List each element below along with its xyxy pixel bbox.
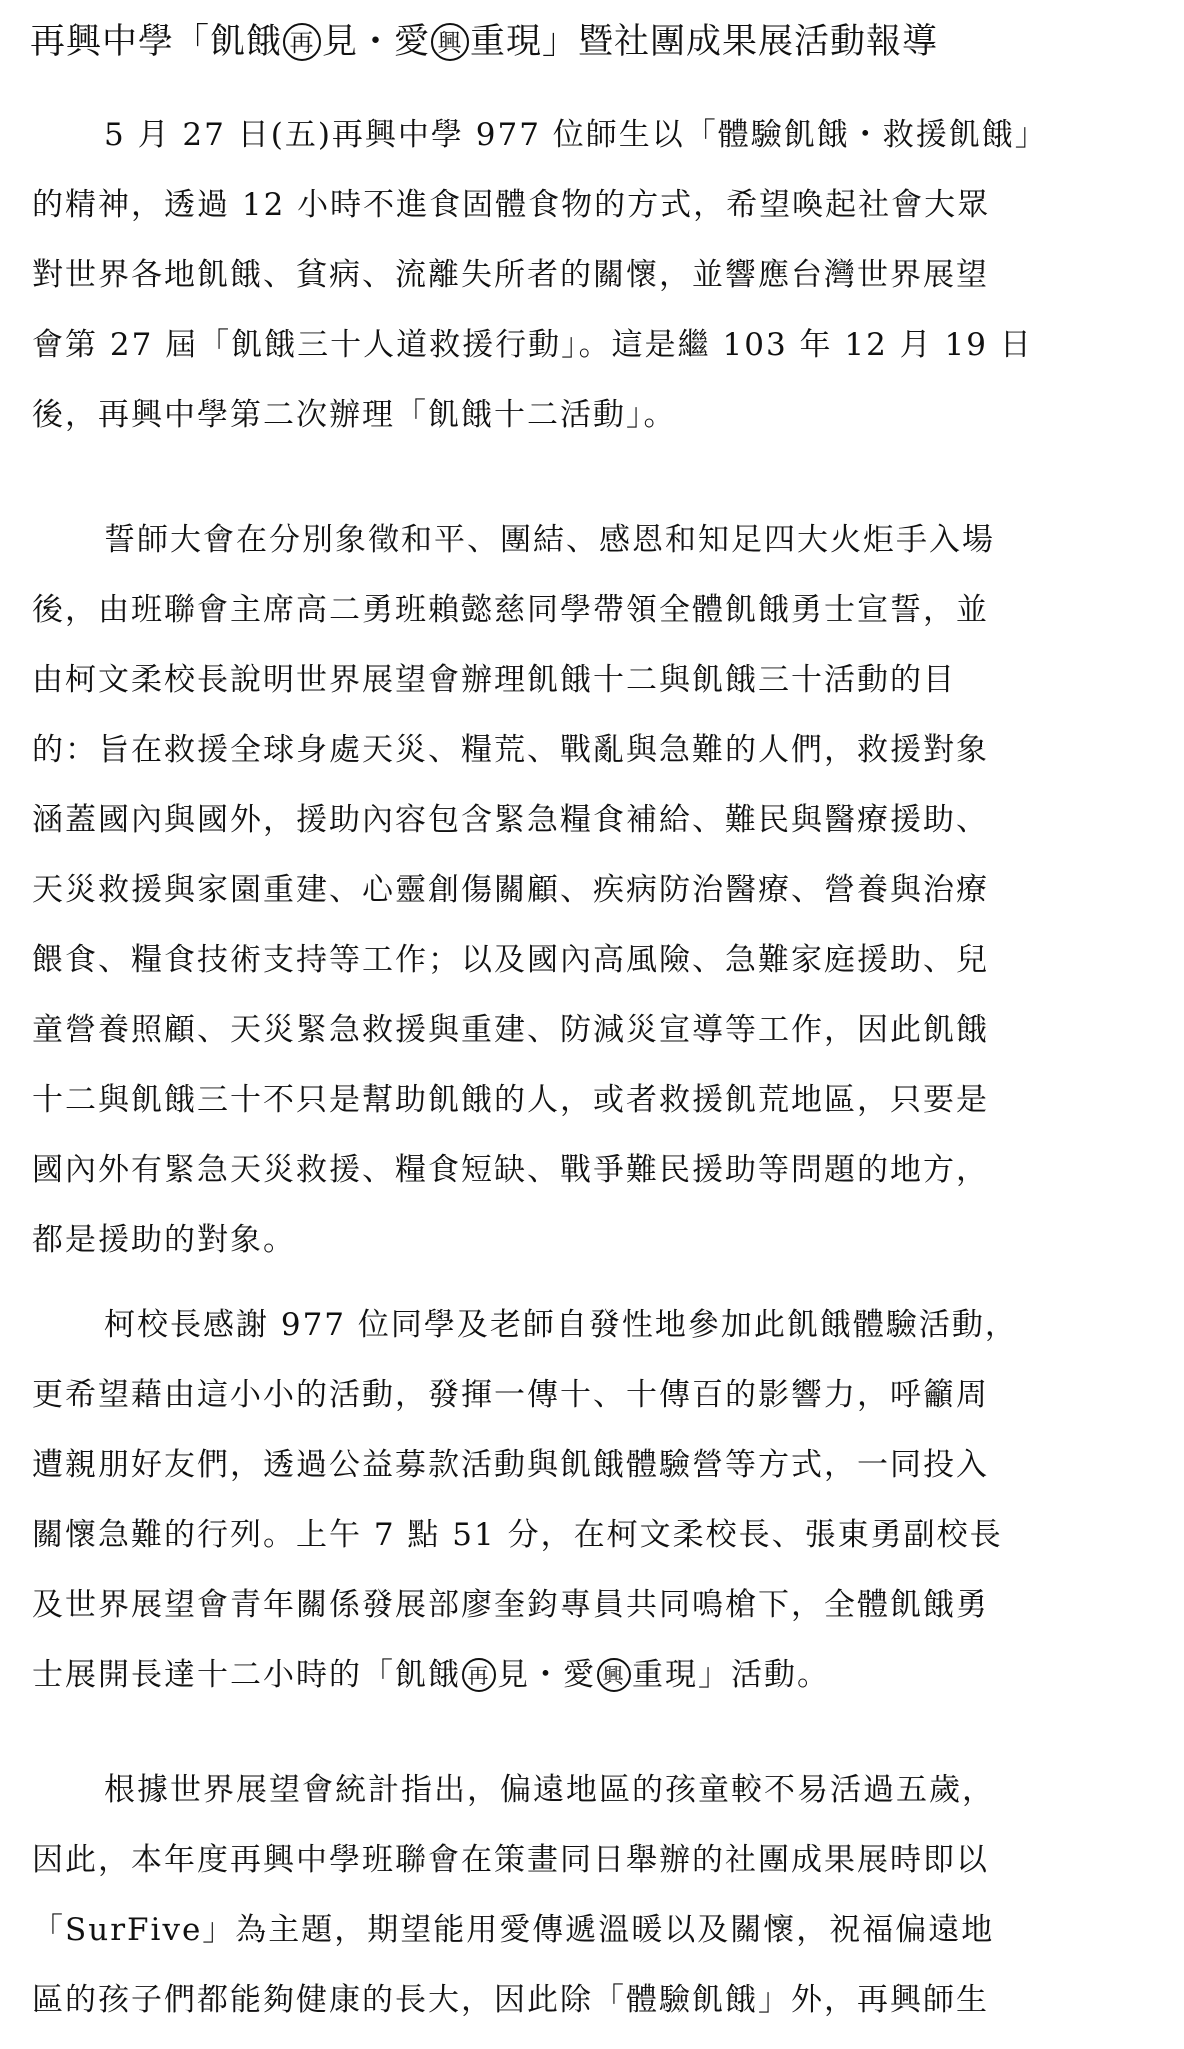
paragraph-line: 後，再興中學第二次辦理「飢餓十二活動」。 <box>32 397 677 433</box>
paragraph-line: 5 月 27 日(五)再興中學 977 位師生以「體驗飢餓・救援飢餓」 <box>104 117 1048 153</box>
paragraph-line: 天災救援與家園重建、心靈創傷關顧、疾病防治醫療、營養與治療 <box>32 872 989 908</box>
document-title <box>30 18 1160 66</box>
paragraph-line-with-circled-chars <box>32 1640 1156 1710</box>
paragraph-line: 童營養照顧、天災緊急救援與重建、防減災宣導等工作，因此飢餓 <box>32 1012 989 1048</box>
paragraph-line: 「SurFive」為主題，期望能用愛傳遞溫暖以及關懷，祝福偏遠地 <box>32 1912 995 1948</box>
title-part-2: 見・愛 <box>322 22 431 62</box>
paragraph-line: 因此，本年度再興中學班聯會在策畫同日舉辦的社團成果展時即以 <box>32 1842 989 1878</box>
paragraph-line: 涵蓋國內與國外，援助內容包含緊急糧食補給、難民與醫療援助、 <box>32 802 989 838</box>
paragraph-line: 餵食、糧食技術支持等工作；以及國內高風險、急難家庭援助、兒 <box>32 942 989 978</box>
title-circled-char-2: 興 <box>431 23 469 61</box>
paragraph-line: 及世界展望會青年關係發展部廖奎鈞專員共同鳴槍下，全體飢餓勇 <box>32 1587 989 1623</box>
paragraph-line: 後，由班聯會主席高二勇班賴懿慈同學帶領全體飢餓勇士宣誓，並 <box>32 592 989 628</box>
title-circled-char-1: 再 <box>283 23 321 61</box>
paragraph-line: 的精神，透過 12 小時不進食固體食物的方式，希望喚起社會大眾 <box>32 187 991 223</box>
paragraph-line: 由柯文柔校長說明世界展望會辦理飢餓十二與飢餓三十活動的目 <box>32 662 956 698</box>
paragraph-line: 區的孩子們都能夠健康的長大，因此除「體驗飢餓」外，再興師生 <box>32 1982 989 2018</box>
paragraph-3 <box>32 1290 1156 1710</box>
paragraph-line: 的：旨在救援全球身處天災、糧荒、戰亂與急難的人們，救援對象 <box>32 732 989 768</box>
paragraph-line: 國內外有緊急天災救援、糧食短缺、戰爭難民援助等問題的地方， <box>32 1152 989 1188</box>
paragraph-line: 十二與飢餓三十不只是幫助飢餓的人，或者救援飢荒地區，只要是 <box>32 1082 989 1118</box>
paragraph-line: 柯校長感謝 977 位同學及老師自發性地參加此飢餓體驗活動， <box>104 1307 1018 1343</box>
circled-char-2: 興 <box>597 1658 631 1692</box>
paragraph-line: 關懷急難的行列。上午 7 點 51 分，在柯文柔校長、張東勇副校長 <box>32 1517 1003 1553</box>
paragraph-line: 都是援助的對象。 <box>32 1222 296 1258</box>
title-part-1: 再興中學「飢餓 <box>30 22 283 62</box>
line-part-1: 士展開長達十二小時的「飢餓 <box>32 1657 461 1693</box>
paragraph-2 <box>32 505 1156 1275</box>
paragraph-line: 更希望藉由這小小的活動，發揮一傳十、十傳百的影響力，呼籲周 <box>32 1377 989 1413</box>
title-part-3: 重現」暨社團成果展活動報導 <box>470 22 939 62</box>
circled-char-1: 再 <box>462 1658 496 1692</box>
paragraph-1 <box>32 100 1156 450</box>
paragraph-line: 遭親朋好友們，透過公益募款活動與飢餓體驗營等方式，一同投入 <box>32 1447 989 1483</box>
paragraph-line: 誓師大會在分別象徵和平、團結、感恩和知足四大火炬手入場 <box>104 522 995 558</box>
paragraph-line: 會第 27 屆「飢餓三十人道救援行動」。這是繼 103 年 12 月 19 日 <box>32 327 1033 363</box>
line-part-2: 見・愛 <box>497 1657 596 1693</box>
paragraph-line: 根據世界展望會統計指出，偏遠地區的孩童較不易活過五歲， <box>104 1772 995 1808</box>
paragraph-4 <box>32 1755 1156 2035</box>
line-part-3: 重現」活動。 <box>632 1657 830 1693</box>
paragraph-line: 對世界各地飢餓、貧病、流離失所者的關懷，並響應台灣世界展望 <box>32 257 989 293</box>
